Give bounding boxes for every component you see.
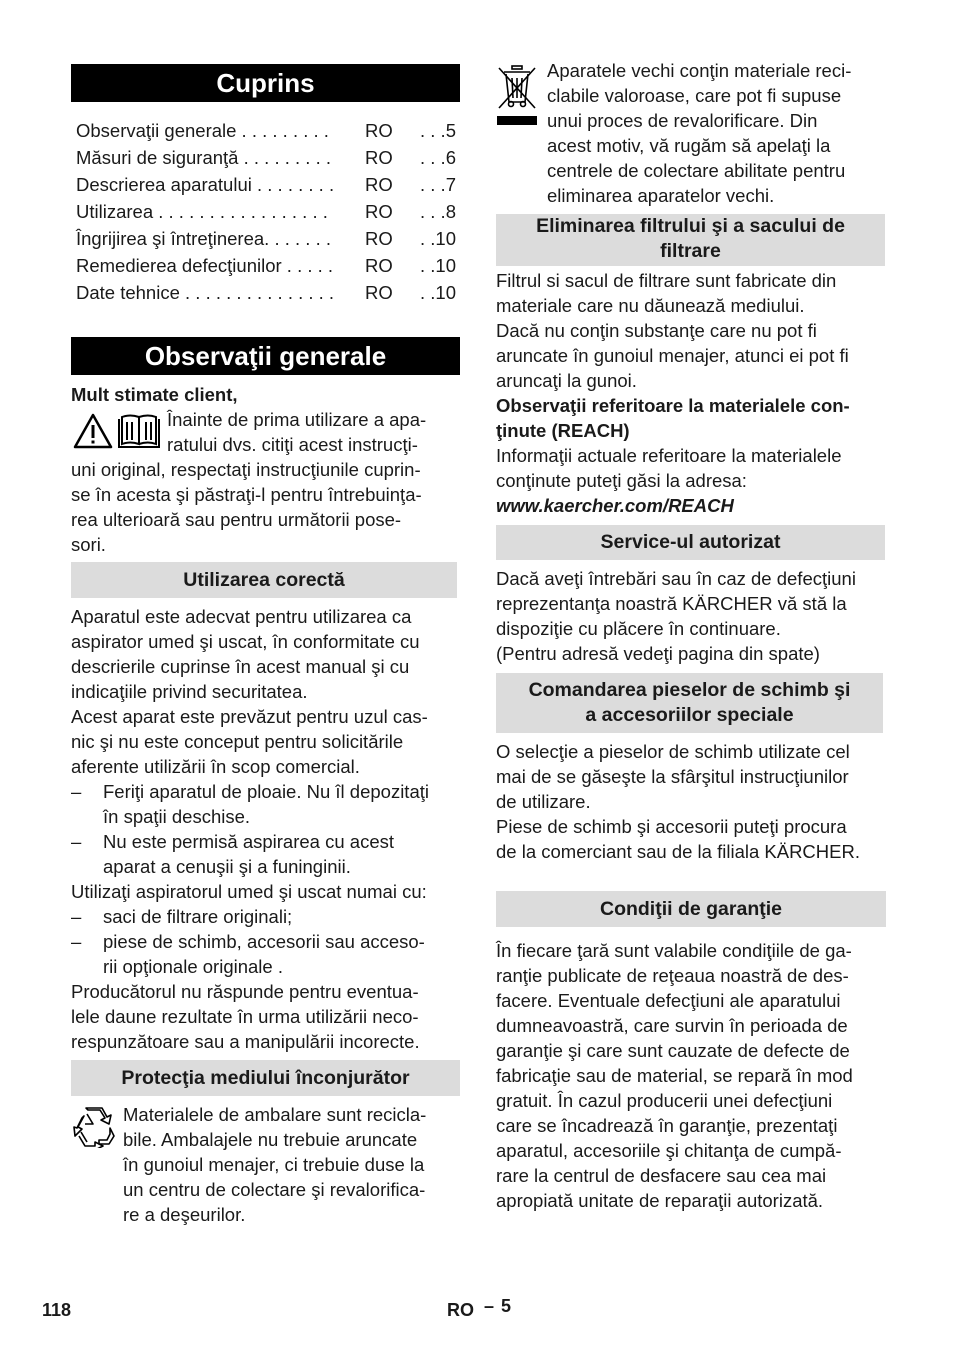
weee-text-l1: Aparatele vechi conţin materiale reci- [547, 60, 852, 81]
spares-title-l1: Comandarea pieselor de schimb şi [528, 679, 851, 701]
spares-text-l3: de utilizare. [496, 791, 591, 812]
toc-entry-lang: RO [365, 228, 393, 249]
bullet-dash: – [71, 931, 82, 952]
toc-entry[interactable] [76, 172, 456, 197]
filter-p1-l4: aruncate în gunoiul menajer, atunci ei pot fi [496, 345, 849, 366]
toc-entry-page: . . .7 [420, 174, 456, 195]
environment-text-l1: Materialele de ambalare sunt recicla- [123, 1104, 427, 1125]
toc-entry-lang: RO [365, 282, 393, 303]
toc-entry-label: Utilizarea [76, 201, 154, 222]
toc-entry[interactable] [76, 145, 456, 170]
environment-text-l5: re a deşeurilor. [123, 1204, 246, 1225]
spares-text-l1: O selecţie a pieselor de schimb utilizate cel [496, 741, 850, 762]
warning-triangle-icon [75, 415, 111, 447]
bullet1-l1: Feriţi aparatul de ploaie. Nu îl depozitaţi [103, 781, 429, 802]
salutation: Mult stimate client, [71, 384, 238, 405]
service-text-l1: Dacă aveţi întrebări sau în caz de defecţiuni [496, 568, 856, 589]
bullet4-l1: piese de schimb, accesorii sau acceso- [103, 931, 425, 952]
filter-p1-l3: Dacă nu conţin substanţe care nu pot fi [496, 320, 817, 341]
reach-title-l1: Observaţii referitoare la materialele con- [496, 395, 850, 416]
intro-line-6: sori. [71, 534, 106, 555]
manual-book-icon [119, 416, 159, 448]
toc-entry-label: Măsuri de siguranţă [76, 147, 239, 168]
spares-text-l5: de la comerciant sau de la filiala KÄRCHER. [496, 841, 860, 862]
toc-entry-lang: RO [365, 255, 393, 276]
footer-dash: – [484, 1296, 495, 1316]
toc-entry-page: . . .6 [420, 147, 456, 168]
footer-local-page: 5 [501, 1296, 512, 1316]
spares-title-l2: a accesoriilor speciale [585, 704, 794, 726]
warranty-text-l6: fabricaţie sau de material, se repară în mod [496, 1065, 853, 1086]
intro-line-1: Înainte de prima utilizare a apa- [167, 409, 427, 430]
toc-title: Cuprins [71, 64, 460, 102]
intro-line-4: se în acesta şi păstraţi-l pentru întrebuinţa- [71, 484, 422, 505]
toc-entry-dots: . . . . . . . . . [238, 147, 332, 168]
toc-entry-lang: RO [365, 120, 393, 141]
toc-entry-page: . .10 [420, 228, 456, 249]
toc-entry-page: . .10 [420, 255, 456, 276]
correct-use-p1-l4: indicaţiile privind securitatea. [71, 681, 308, 702]
reach-url-link[interactable]: www.kaercher.com/REACH [496, 495, 734, 516]
correct-use-p4-l2: lele daune rezultate în urma utilizării neco- [71, 1006, 419, 1027]
toc-entry-page: . . .8 [420, 201, 456, 222]
reach-title-l2: ţinute (REACH) [496, 420, 630, 441]
toc-entry-label: Îngrijirea şi întreţinerea [76, 228, 265, 249]
bullet-dash: – [71, 831, 82, 852]
bullet3-l1: saci de filtrare originali; [103, 906, 293, 927]
weee-text-l2: clabile valoroase, care pot fi supuse [547, 85, 842, 106]
toc-entry[interactable] [76, 253, 456, 278]
toc-entry-dots: . . . . . . . . [251, 174, 335, 195]
correct-use-p4-l1: Producătorul nu răspunde pentru eventua- [71, 981, 419, 1002]
toc-entry-dots: . . . . . [281, 255, 334, 276]
correct-use-p3: Utilizaţi aspiratorul umed şi uscat numai cu: [71, 881, 427, 902]
warning-read-manual-icon [73, 413, 161, 449]
warranty-text-l11: apropiată unitate de reparaţii autorizată. [496, 1190, 824, 1211]
toc-entry-label: Descrierea aparatului [76, 174, 252, 195]
intro-line-5: rea ulterioară sau pentru următorii pose- [71, 509, 402, 530]
bullet2-l1: Nu este permisă aspirarea cu acest [103, 831, 394, 852]
service-text-l3: dispoziţie cu plăcere în continuare. [496, 618, 781, 639]
warranty-text-l5: garanţie şi care sunt cauzate de defecte de [496, 1040, 850, 1061]
reach-text-l1: Informaţii actuale referitoare la materialele [496, 445, 842, 466]
bullet-dash: – [71, 781, 82, 802]
intro-line-2: ratului dvs. citiţi acest instrucţi- [167, 434, 418, 455]
spares-text-l2: mai de se găseşte la sfârşitul instrucţiunilor [496, 766, 849, 787]
filter-p1-l5: aruncaţi la gunoi. [496, 370, 637, 391]
toc-entry-lang: RO [365, 174, 393, 195]
filter-p1-l1: Filtrul si sacul de filtrare sunt fabricate din [496, 270, 837, 291]
warranty-text-l10: rare la centrul de desfacere sau cea mai [496, 1165, 827, 1186]
warranty-text-l7: gratuit. În cazul producerii unei defecţiuni [496, 1090, 833, 1111]
toc-entry-dots: . . . . . . . . . . . . . . . . . [153, 201, 328, 222]
service-title: Service-ul autorizat [496, 525, 885, 560]
toc-entry-lang: RO [365, 147, 393, 168]
toc-entry-dots: . . . . . . . [264, 228, 331, 249]
spares-title [496, 673, 883, 733]
bullet4-l2: rii opţionale originale . [103, 956, 283, 977]
correct-use-p1-l3: descrierile cuprinse în acest manual şi cu [71, 656, 410, 677]
bullet1-l2: în spaţii deschise. [103, 806, 251, 827]
reach-text-l2: conţinute puteţi găsi la adresa: [496, 470, 747, 491]
recycling-icon [73, 1106, 115, 1148]
toc-entry-dots: . . . . . . . . . . . . . . . [179, 282, 335, 303]
toc-entry-page: . .10 [420, 282, 456, 303]
toc-entry-dots: . . . . . . . . . [236, 120, 329, 141]
weee-text-l3: unui proces de revalorificare. Din [547, 110, 818, 131]
correct-use-p4-l3: respunzătoare sau a manipulării incorecte. [71, 1031, 420, 1052]
filter-title [496, 214, 885, 266]
filter-title-l1: Eliminarea filtrului şi a sacului de [536, 215, 845, 237]
warranty-text-l9: aparatul, accesoriile şi chitanţa de cumpă- [496, 1140, 842, 1161]
footer-lang: RO [447, 1300, 474, 1320]
correct-use-p2-l2: nic şi nu este conceput pentru solicitările [71, 731, 404, 752]
environment-text-l4: un centru de colectare şi revalorifica- [123, 1179, 426, 1200]
toc-entry[interactable] [76, 226, 456, 251]
correct-use-p2-l3: aferente utilizării în scop comercial. [71, 756, 360, 777]
warranty-text-l4: dumneavoastră, care survin în perioada de [496, 1015, 848, 1036]
correct-use-title: Utilizarea corectă [71, 562, 457, 598]
weee-text-l4: acest motiv, vă rugăm să apelaţi la [547, 135, 831, 156]
correct-use-p1-l1: Aparatul este adecvat pentru utilizarea ca [71, 606, 412, 627]
general-title: Observaţii generale [71, 337, 460, 375]
warranty-title: Condiţii de garanţie [496, 891, 886, 927]
correct-use-p2-l1: Acest aparat este prevăzut pentru uzul cas- [71, 706, 428, 727]
toc-entry-page: . . .5 [420, 120, 456, 141]
weee-text-l6: eliminarea aparatelor vechi. [547, 185, 775, 206]
environment-text-l2: bile. Ambalajele nu trebuie aruncate [123, 1129, 418, 1150]
warranty-text-l8: care se încadrează în garanţie, prezentaţi [496, 1115, 838, 1136]
page-number: 118 [42, 1300, 72, 1320]
toc-entry[interactable] [76, 118, 456, 143]
environment-title: Protecţia mediului înconjurător [71, 1060, 460, 1096]
bullet2-l2: aparat a cenuşii şi a funinginii. [103, 856, 351, 877]
correct-use-p1-l2: aspirator umed şi uscat, în conformitate cu [71, 631, 420, 652]
filter-p1-l2: materiale care nu dăunează mediului. [496, 295, 805, 316]
weee-text-l5: centrele de colectare abilitate pentru [547, 160, 846, 181]
toc-entry-label: Remedierea defecţiunilor [76, 255, 282, 276]
intro-line-3: uni original, respectaţi instrucţiunile cuprin- [71, 459, 421, 480]
warranty-text-l2: ranţie publicate de reţeaua noastră de des- [496, 965, 849, 986]
spares-text-l4: Piese de schimb şi accesorii puteţi procura [496, 816, 847, 837]
environment-text-l3: în gunoiul menajer, ci trebuie duse la [123, 1154, 425, 1175]
service-text-l4: (Pentru adresă vedeţi pagina din spate) [496, 643, 820, 664]
warranty-text-l1: În fiecare ţară sunt valabile condiţiile de ga- [496, 940, 852, 961]
toc-entry-label: Date tehnice [76, 282, 180, 303]
bullet-dash: – [71, 906, 82, 927]
crossed-bin-icon [496, 64, 538, 128]
toc-entry[interactable] [76, 280, 456, 305]
filter-title-l2: filtrare [660, 240, 721, 262]
service-text-l2: reprezentanţa noastră KÄRCHER vă stă la [496, 593, 847, 614]
toc-entry[interactable] [76, 199, 456, 224]
warranty-text-l3: facere. Eventuale defecţiuni ale aparatului [496, 990, 841, 1011]
toc-entry-lang: RO [365, 201, 393, 222]
toc-entry-label: Observaţii generale [76, 120, 237, 141]
